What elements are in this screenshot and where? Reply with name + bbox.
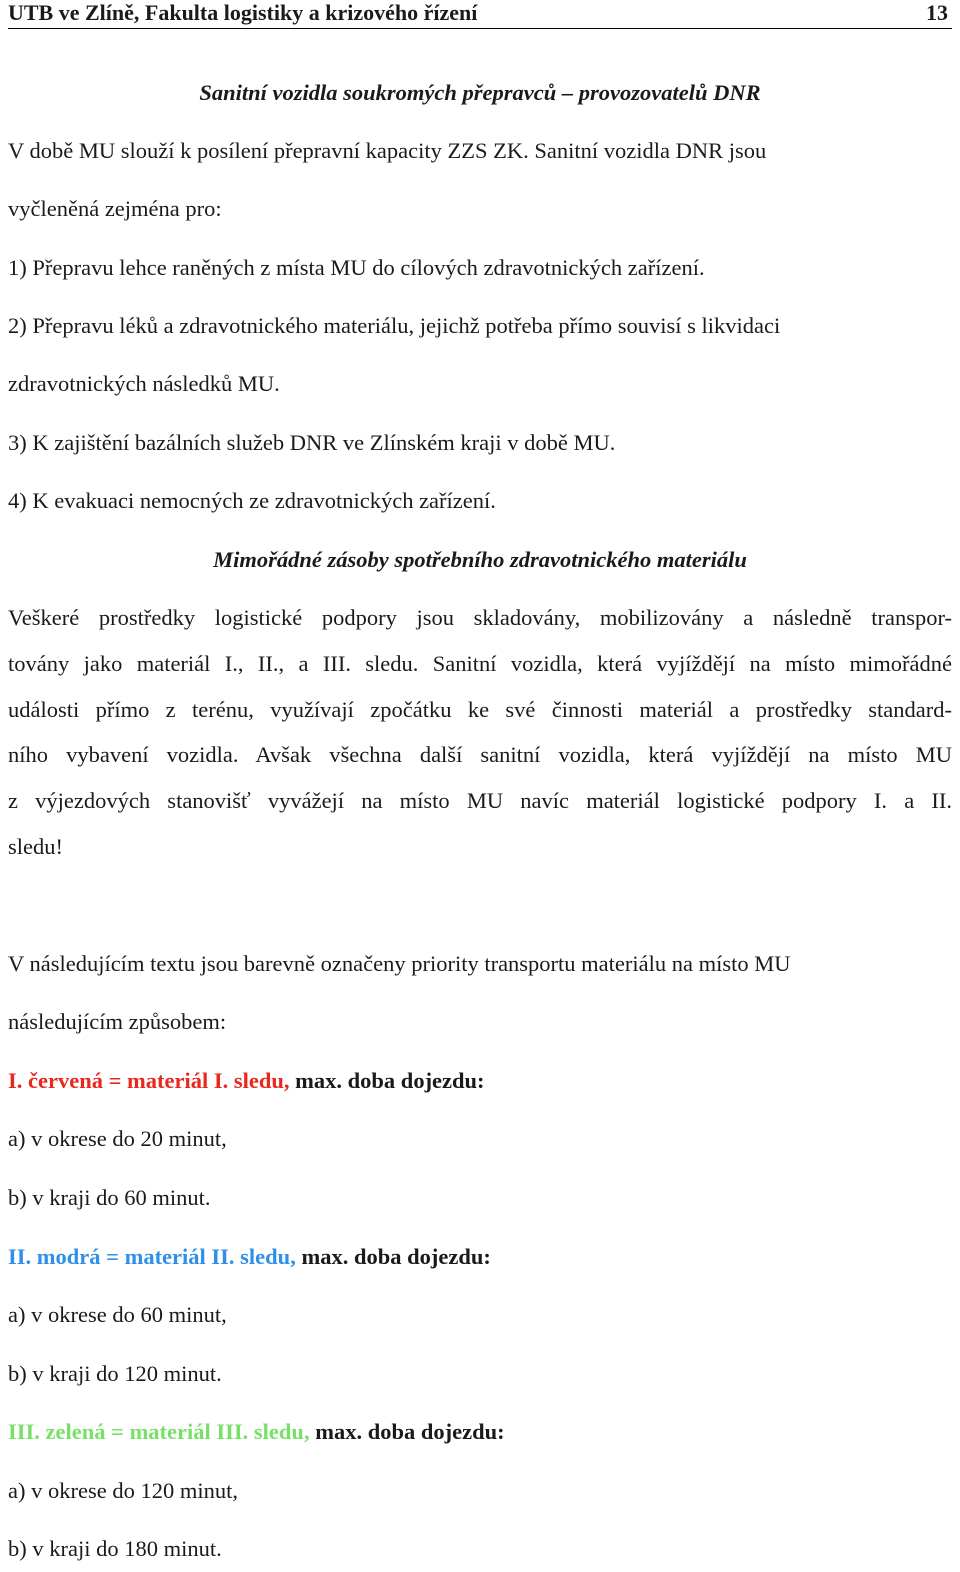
paragraph-line: továny jako materiál I., II., a III. sledu. Sanitní vozidla, která vyjíždějí na místo mimořádné — [8, 651, 952, 676]
priority-green-suffix: max. doba dojezdu: — [309, 1419, 505, 1444]
priority-blue — [8, 1244, 952, 1270]
priority-red — [8, 1068, 952, 1094]
priority-blue-suffix: max. doba dojezdu: — [295, 1244, 491, 1269]
list-item-2-continued: zdravotnických následků MU. — [8, 371, 280, 396]
priority-red-region: b) v kraji do 60 minut. — [8, 1185, 211, 1210]
priority-red-suffix: max. doba dojezdu: — [289, 1068, 485, 1093]
page-number: 13 — [926, 0, 948, 25]
priority-red-district: a) v okrese do 20 minut, — [8, 1126, 227, 1151]
priority-blue-district: a) v okrese do 60 minut, — [8, 1302, 227, 1327]
paragraph-line: ního vybavení vozidla. Avšak všechna další sanitní vozidla, která vyjíždějí na místo MU — [8, 742, 952, 767]
paragraph-line: události přímo z terénu, využívají zpočátku ke své činnosti materiál a prostředky standard- — [8, 697, 952, 722]
section-heading-supplies: Mimořádné zásoby spotřebního zdravotnického materiálu — [213, 547, 747, 572]
priority-red-label: I. červená = materiál I. sledu, — [8, 1068, 290, 1093]
priority-green-label: III. zelená = materiál III. sledu, — [8, 1419, 310, 1444]
section-heading-ambulances: Sanitní vozidla soukromých přepravců – provozovatelů DNR — [199, 80, 761, 105]
paragraph-line: sledu! — [8, 834, 63, 859]
priority-green — [8, 1419, 952, 1445]
paragraph-line: V následujícím textu jsou barevně označeny priority transportu materiálu na místo MU — [8, 951, 791, 976]
running-header — [8, 0, 952, 29]
paragraph-line: vyčleněná zejména pro: — [8, 196, 222, 221]
list-item-1: 1) Přepravu lehce raněných z místa MU do cílových zdravotnických zařízení. — [8, 255, 705, 280]
priority-blue-label: II. modrá = materiál II. sledu, — [8, 1244, 296, 1269]
list-item-4: 4) K evakuaci nemocných ze zdravotnických zařízení. — [8, 488, 496, 513]
paragraph-line: následujícím způsobem: — [8, 1009, 227, 1034]
priority-green-district: a) v okrese do 120 minut, — [8, 1478, 238, 1503]
paragraph-line: z výjezdových stanovišť vyvážejí na místo MU navíc materiál logistické podpory I. a II. — [8, 788, 952, 813]
list-item-3: 3) K zajištění bazálních služeb DNR ve Zlínském kraji v době MU. — [8, 430, 616, 455]
paragraph-line: Veškeré prostředky logistické podpory jsou skladovány, mobilizovány a následně transpor- — [8, 605, 952, 630]
list-item-2: 2) Přepravu léků a zdravotnického materiálu, jejichž potřeba přímo souvisí s likvidaci — [8, 313, 781, 338]
priority-blue-region: b) v kraji do 120 minut. — [8, 1361, 222, 1386]
header-title: UTB ve Zlíně, Fakulta logistiky a krizového řízení — [8, 0, 478, 25]
priority-green-region: b) v kraji do 180 minut. — [8, 1536, 222, 1561]
paragraph-line: V době MU slouží k posílení přepravní kapacity ZZS ZK. Sanitní vozidla DNR jsou — [8, 138, 767, 163]
